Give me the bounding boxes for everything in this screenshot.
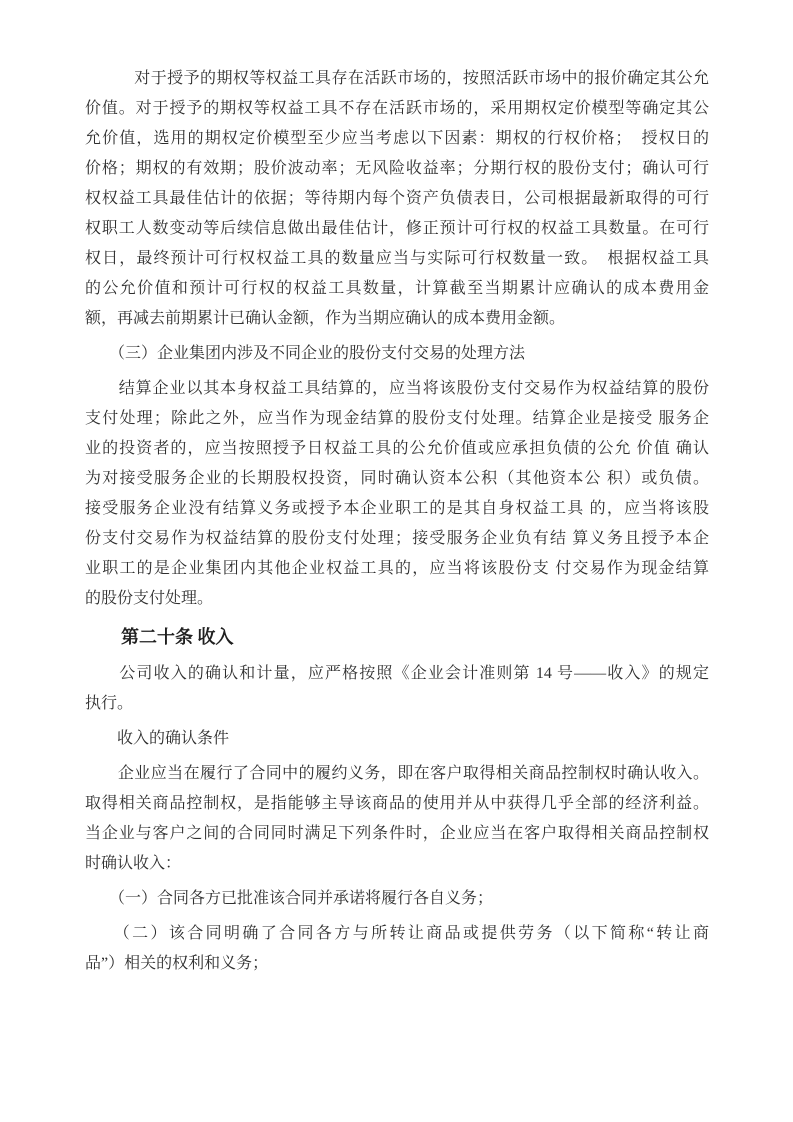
text-line: 收入的确认条件 (85, 730, 230, 747)
text-line: 当企业与客户之间的合同同时满足下列条件时，企业应当在客户取得相关商品控制权 (85, 825, 709, 842)
text-line: 支付处理；除此之外，应当作为现金结算的股份支付处理。结算企业是接受 服务企 (85, 410, 709, 427)
text-line: 品”）相关的权利和义务； (85, 955, 269, 972)
text-line: 权日，最终预计可行权权益工具的数量应当与实际可行权数量一致。 根据权益工具 (85, 250, 709, 267)
text-line: 的股份支付处理。 (85, 590, 214, 607)
text-line: 的公允价值和预计可行权的权益工具数量，计算截至当期累计应确认的成本费用金 (85, 280, 709, 297)
paragraph (85, 339, 709, 369)
text-line: 权职工人数变动等后续信息做出最佳估计，修正预计可行权的权益工具数量。在可行 (85, 220, 709, 237)
document-content (85, 64, 709, 979)
text-line: 接受服务企业没有结算义务或授予本企业职工的是其自身权益工具 的，应当将该股 (85, 500, 709, 517)
heading-text-line: 第二十条 收入 (85, 627, 234, 647)
paragraph (85, 724, 709, 754)
text-line: （三）企业集团内涉及不同企业的股份支付交易的处理方法 (85, 345, 526, 362)
text-line: 份支付交易作为权益结算的股份支付处理；接受服务企业负有结 算义务且授予本企 (85, 530, 709, 547)
text-line: 执行。 (85, 695, 134, 712)
text-line: 价格；期权的有效期；股价波动率；无风险收益率；分期行权的股份支付；确认可行 (85, 160, 709, 177)
text-line: 时确认收入： (85, 855, 182, 872)
text-line: 权权益工具最佳估计的依据；等待期内每个资产负债表日，公司根据最新取得的可行 (85, 190, 709, 207)
text-line: （二）该合同明确了合同各方与所转让商品或提供劳务（以下简称“转让商 (85, 925, 709, 942)
paragraph (85, 659, 709, 719)
section-heading (85, 622, 709, 652)
text-line: 业职工的是企业集团内其他企业权益工具的，应当将该股份支 付交易作为现金结算 (85, 560, 709, 577)
text-line: 结算企业以其本身权益工具结算的，应当将该股份支付交易作为权益结算的股份 (85, 380, 709, 397)
text-line: 企业应当在履行了合同中的履约义务，即在客户取得相关商品控制权时确认收入。 (85, 765, 709, 782)
text-line: 公司收入的确认和计量，应严格按照《企业会计准则第 14 号——收入》的规定 (85, 665, 709, 682)
paragraph (85, 919, 709, 979)
paragraph (85, 759, 709, 879)
text-line: 取得相关商品控制权，是指能够主导该商品的使用并从中获得几乎全部的经济利益。 (85, 795, 709, 812)
text-line: 业的投资者的，应当按照授予日权益工具的公允价值或应承担负债的公允 价值 确认 (85, 440, 709, 457)
text-line: 价值。对于授予的期权等权益工具不存在活跃市场的，采用期权定价模型等确定其公 (85, 100, 709, 117)
text-line: 为对接受服务企业的长期股权投资，同时确认资本公积（其他资本公 积）或负债。 (85, 470, 709, 487)
text-line: （一）合同各方已批准该合同并承诺将履行各自义务； (85, 890, 494, 907)
text-line: 允价值，选用的期权定价模型至少应当考虑以下因素：期权的行权价格； 授权日的 (85, 130, 709, 147)
text-line: 额，再减去前期累计已确认金额，作为当期应确认的成本费用金额。 (85, 310, 566, 327)
text-line: 对于授予的期权等权益工具存在活跃市场的，按照活跃市场中的报价确定其公允 (85, 70, 709, 87)
paragraph (85, 374, 709, 614)
paragraph (85, 884, 709, 914)
paragraph (85, 64, 709, 334)
